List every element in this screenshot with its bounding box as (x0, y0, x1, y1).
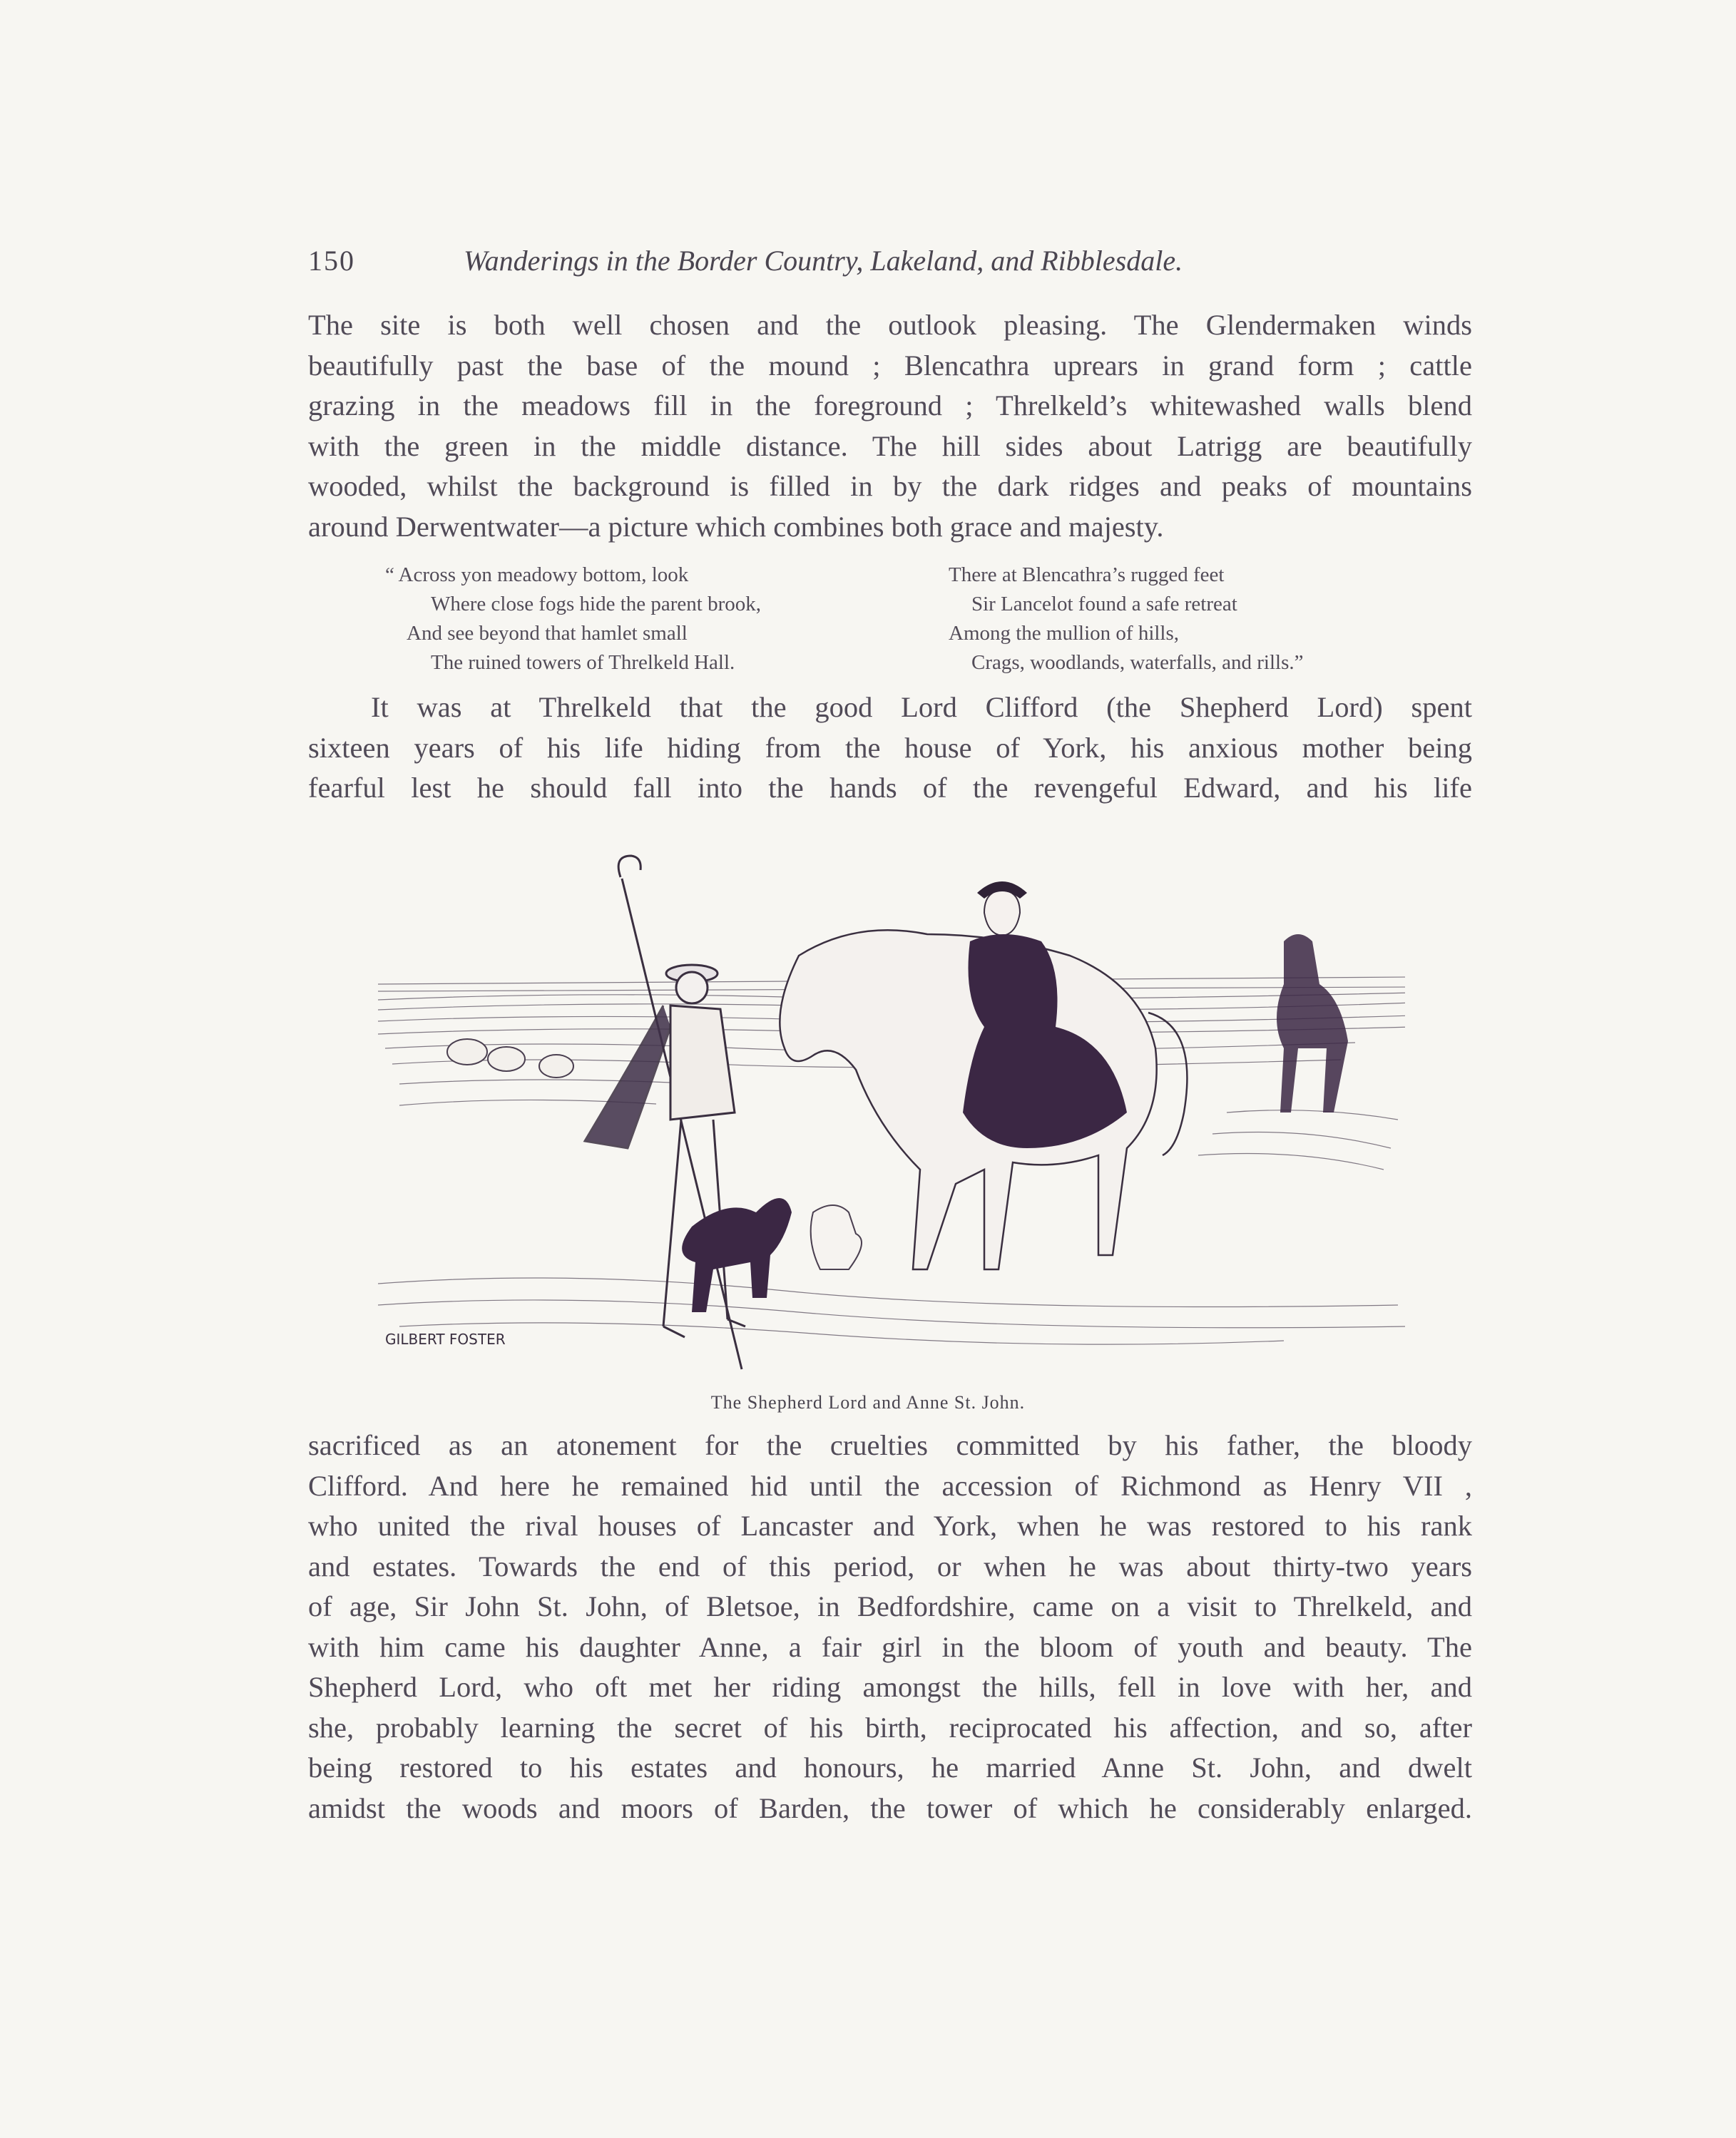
text-line: grazing in the meadows fill in the foreground ; Threlkeld’s whitewashed walls blend (308, 389, 1472, 421)
text-line: sixteen years of his life hiding from the house of York, his anxious mother being (308, 731, 1472, 764)
artist-signature: GILBERT FOSTER (385, 1331, 506, 1348)
verse-line: Where close fogs hide the parent brook, (431, 593, 762, 615)
text-line: amidst the woods and moors of Barden, the tower of which he considerably enlarged. (308, 1791, 1472, 1824)
text-line: wooded, whilst the background is filled in by the dark ridges and peaks of mountains (308, 470, 1472, 502)
verse-line: Among the mullion of hills, (949, 622, 1180, 645)
small-dog-figure (811, 1205, 862, 1269)
verse-line: The ruined towers of Threlkeld Hall. (431, 651, 735, 674)
text-line: who united the rival houses of Lancaster and York, when he was restored to his rank (308, 1510, 1472, 1542)
text-line: being restored to his estates and honours, he married Anne St. John, and dwelt (308, 1751, 1472, 1784)
distant-rider-figure (1277, 934, 1348, 1113)
verse-line: And see beyond that hamlet small (407, 622, 688, 645)
text-line: sacrificed as an atonement for the cruelties committed by his father, the bloody (308, 1429, 1472, 1461)
text-line: she, probably learning the secret of his birth, reciprocated his affection, and so, after (308, 1711, 1472, 1744)
verse-line: Sir Lancelot found a safe retreat (971, 593, 1237, 615)
text-line: Clifford. And here he remained hid until the accession of Richmond as Henry VII , (308, 1469, 1472, 1502)
text-line: The site is both well chosen and the outlook pleasing. The Glendermaken winds (308, 309, 1472, 341)
text-line: with him came his daughter Anne, a fair girl in the bloom of youth and beauty. The (308, 1630, 1472, 1663)
page-number: 150 (308, 245, 355, 277)
illustration-shepherd-lord-and-anne (357, 813, 1405, 1391)
verse-line: There at Blencathra’s rugged feet (949, 563, 1225, 586)
shepherd-figure (585, 856, 745, 1369)
verse-line: Crags, woodlands, waterfalls, and rills.” (971, 651, 1304, 674)
paragraph-site-description (308, 305, 1472, 547)
paragraph-clifford-story (308, 1426, 1472, 1828)
text-line: around Derwentwater—a picture which combines both grace and majesty. (308, 510, 1164, 543)
text-line: Shepherd Lord, who oft met her riding amongst the hills, fell in love with her, and (308, 1671, 1472, 1703)
text-line: It was at Threlkeld that the good Lord Clifford (the Shepherd Lord) spent (371, 691, 1472, 723)
figure-caption: The Shepherd Lord and Anne St. John. (710, 1392, 1026, 1413)
text-line: fearful lest he should fall into the hands of the revengeful Edward, and his life (308, 772, 1472, 804)
sheep-group (447, 1039, 573, 1078)
verse-left-stanza (385, 561, 761, 677)
text-line: beautifully past the base of the mound ; Blencathra uprears in grand form ; cattle (308, 349, 1472, 382)
text-line: of age, Sir John St. John, of Bletsoe, in Bedfordshire, came on a visit to Threlkeld, and (308, 1590, 1472, 1622)
paragraph-shepherd-lord (308, 687, 1472, 809)
running-head (308, 241, 1325, 284)
dog-figure (682, 1198, 792, 1312)
verse-right-stanza (949, 561, 1304, 677)
text-line: and estates. Towards the end of this period, or when he was about thirty-two years (308, 1550, 1472, 1582)
text-line: with the green in the middle distance. The hill sides about Latrigg are beautifully (308, 429, 1472, 462)
book-title: Wanderings in the Border Country, Lakeland, and Ribblesdale. (464, 245, 1183, 277)
verse-line: “ Across yon meadowy bottom, look (385, 563, 689, 586)
